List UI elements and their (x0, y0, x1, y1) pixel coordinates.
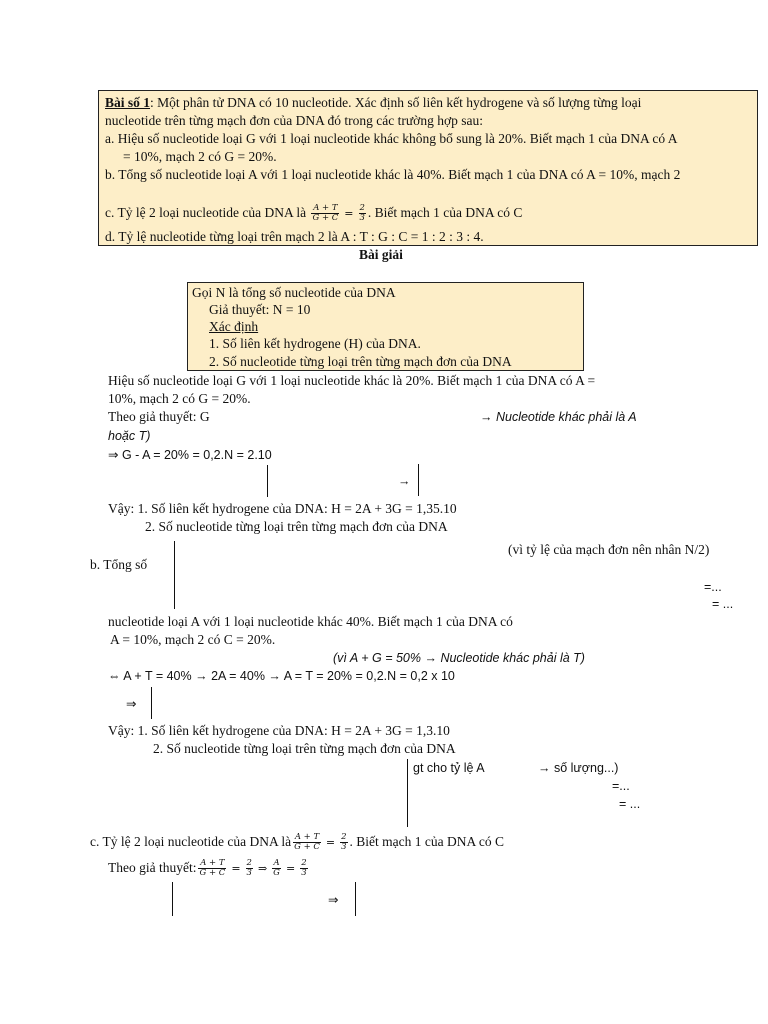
part-b-label: b. Tổng số (90, 557, 148, 572)
given-line2: Giả thuyết: N = 10 (209, 302, 311, 317)
part-a-line1: Hiệu số nucleotide loại G với 1 loại nucleotide khác là 20%. Biết mạch 1 của DNA có A = (108, 373, 596, 388)
part-c-theo: Theo giả thuyết: $\frac{A + T}{G + C}$ = $\frac{2}{3}$ ⇒ $\frac{A}{G}$ = $\frac{2}{3}$ (108, 858, 307, 879)
part-b-line1: nucleotide loại A với 1 loại nucleotide khác 40%. Biết mạch 1 của DNA có (108, 614, 513, 629)
part-b-vay2: 2. Số nucleotide từng loại trên từng mạch đơn của DNA (153, 741, 456, 756)
problem-c-line: c. Tỷ lệ 2 loại nucleotide của DNA là $\frac{A + T}{G + C}$ = $\frac{2}{3}$ . Biết mạch 1 của DNA có C (105, 203, 523, 224)
given-line1: Gọi N là tổng số nucleotide của DNA (192, 285, 396, 300)
part-a-divider-1 (267, 465, 268, 497)
problem-b-line1: b. Tổng số nucleotide loại A với 1 loại nucleotide khác là 40%. Biết mạch 1 của DNA có A = 10%, mạch 2 (105, 167, 681, 182)
ratio-fraction: $\frac{A + T}{G + C}$ (312, 203, 339, 224)
value-fraction: $\frac{2}{3}$ (359, 203, 365, 224)
part-a-theo: Theo giả thuyết: G (108, 409, 210, 424)
part-b-eq2: = ... (712, 597, 734, 611)
part-a-vay2: 2. Số nucleotide từng loại trên từng mạch đơn của DNA (145, 519, 448, 534)
part-b-implies: ⇒ (126, 697, 137, 711)
part-a-calc: ⇒ G - A = 20% = 0,2.N = 2.10 (108, 448, 272, 462)
part-b-divider-1 (174, 541, 175, 609)
value-fraction: $\frac{2}{3}$ (301, 858, 307, 879)
part-b-eq4: = ... (619, 797, 641, 811)
part-b-note-right: (vì tỷ lệ của mạch đơn nên nhân N/2) (508, 542, 710, 557)
solution-title: Bài giải (359, 247, 403, 262)
a-over-g-fraction: $\frac{A}{G}$ (273, 858, 280, 879)
part-a-note: → Nucleotide khác phải là A (480, 410, 637, 424)
part-c-divider-2 (355, 882, 356, 916)
ratio-fraction: $\frac{A + T}{G + C}$ (199, 858, 226, 879)
problem-intro: Bài số 1: Một phân tử DNA có 10 nucleotide. Xác định số liên kết hydrogene và số lượng từng loại (105, 95, 642, 110)
part-b-vay1: Vậy: 1. Số liên kết hydrogene của DNA: H = 2A + 3G = 1,3.10 (108, 723, 450, 738)
part-b-calc: ⇔ A + T = 40% → 2A = 40% → A = T = 20% = 0,2.N = 0,2 x 10 (108, 669, 455, 683)
part-b-divider-2 (151, 687, 152, 719)
part-b-gt: gt cho tỷ lệ A (413, 761, 485, 775)
part-b-eq1: =... (704, 580, 722, 594)
given-line3: Xác định (209, 319, 259, 334)
part-b-eq3: =... (612, 779, 630, 793)
given-line5: 2. Số nucleotide từng loại trên từng mạch đơn của DNA (209, 354, 512, 369)
problem-a-line1: a. Hiệu số nucleotide loại G với 1 loại nucleotide khác không bổ sung là 20%. Biết mạch 1 của DNA có A (105, 131, 678, 146)
problem-d-line: d. Tỷ lệ nucleotide từng loại trên mạch 2 là A : T : G : C = 1 : 2 : 3 : 4. (105, 229, 484, 244)
part-a-line2: 10%, mạch 2 có G = 20%. (108, 391, 251, 406)
part-a-arrow: → (398, 474, 411, 488)
part-b-divider-3 (407, 759, 408, 827)
part-c-line: c. Tỷ lệ 2 loại nucleotide của DNA là $\frac{A + T}{G + C}$ = $\frac{2}{3}$ . Biết mạch 1 của DNA có C (90, 832, 505, 853)
problem-intro-line2: nucleotide trên từng mạch đơn của DNA đó trong các trường hợp sau: (105, 113, 483, 128)
part-b-note-mid: (vì A + G = 50% → Nucleotide khác phải là T) (333, 651, 585, 665)
ratio-fraction: $\frac{A + T}{G + C}$ (294, 832, 320, 853)
part-c-divider-1 (172, 882, 173, 916)
given-line4: 1. Số liên kết hydrogene (H) của DNA. (209, 336, 421, 351)
part-a-note2: hoặc T) (108, 429, 151, 443)
value-fraction: $\frac{2}{3}$ (341, 832, 347, 853)
problem-a-line2: = 10%, mạch 2 có G = 20%. (123, 149, 277, 164)
value-fraction: $\frac{2}{3}$ (246, 858, 252, 879)
problem-title: Bài số 1 (105, 95, 151, 110)
part-c-implies: ⇒ (328, 893, 339, 907)
part-b-so-luong: → số lượng...) (538, 761, 619, 775)
part-a-divider-2 (418, 464, 419, 496)
part-a-vay1: Vậy: 1. Số liên kết hydrogene của DNA: H = 2A + 3G = 1,35.10 (108, 501, 457, 516)
part-b-line2: A = 10%, mạch 2 có C = 20%. (110, 632, 276, 647)
